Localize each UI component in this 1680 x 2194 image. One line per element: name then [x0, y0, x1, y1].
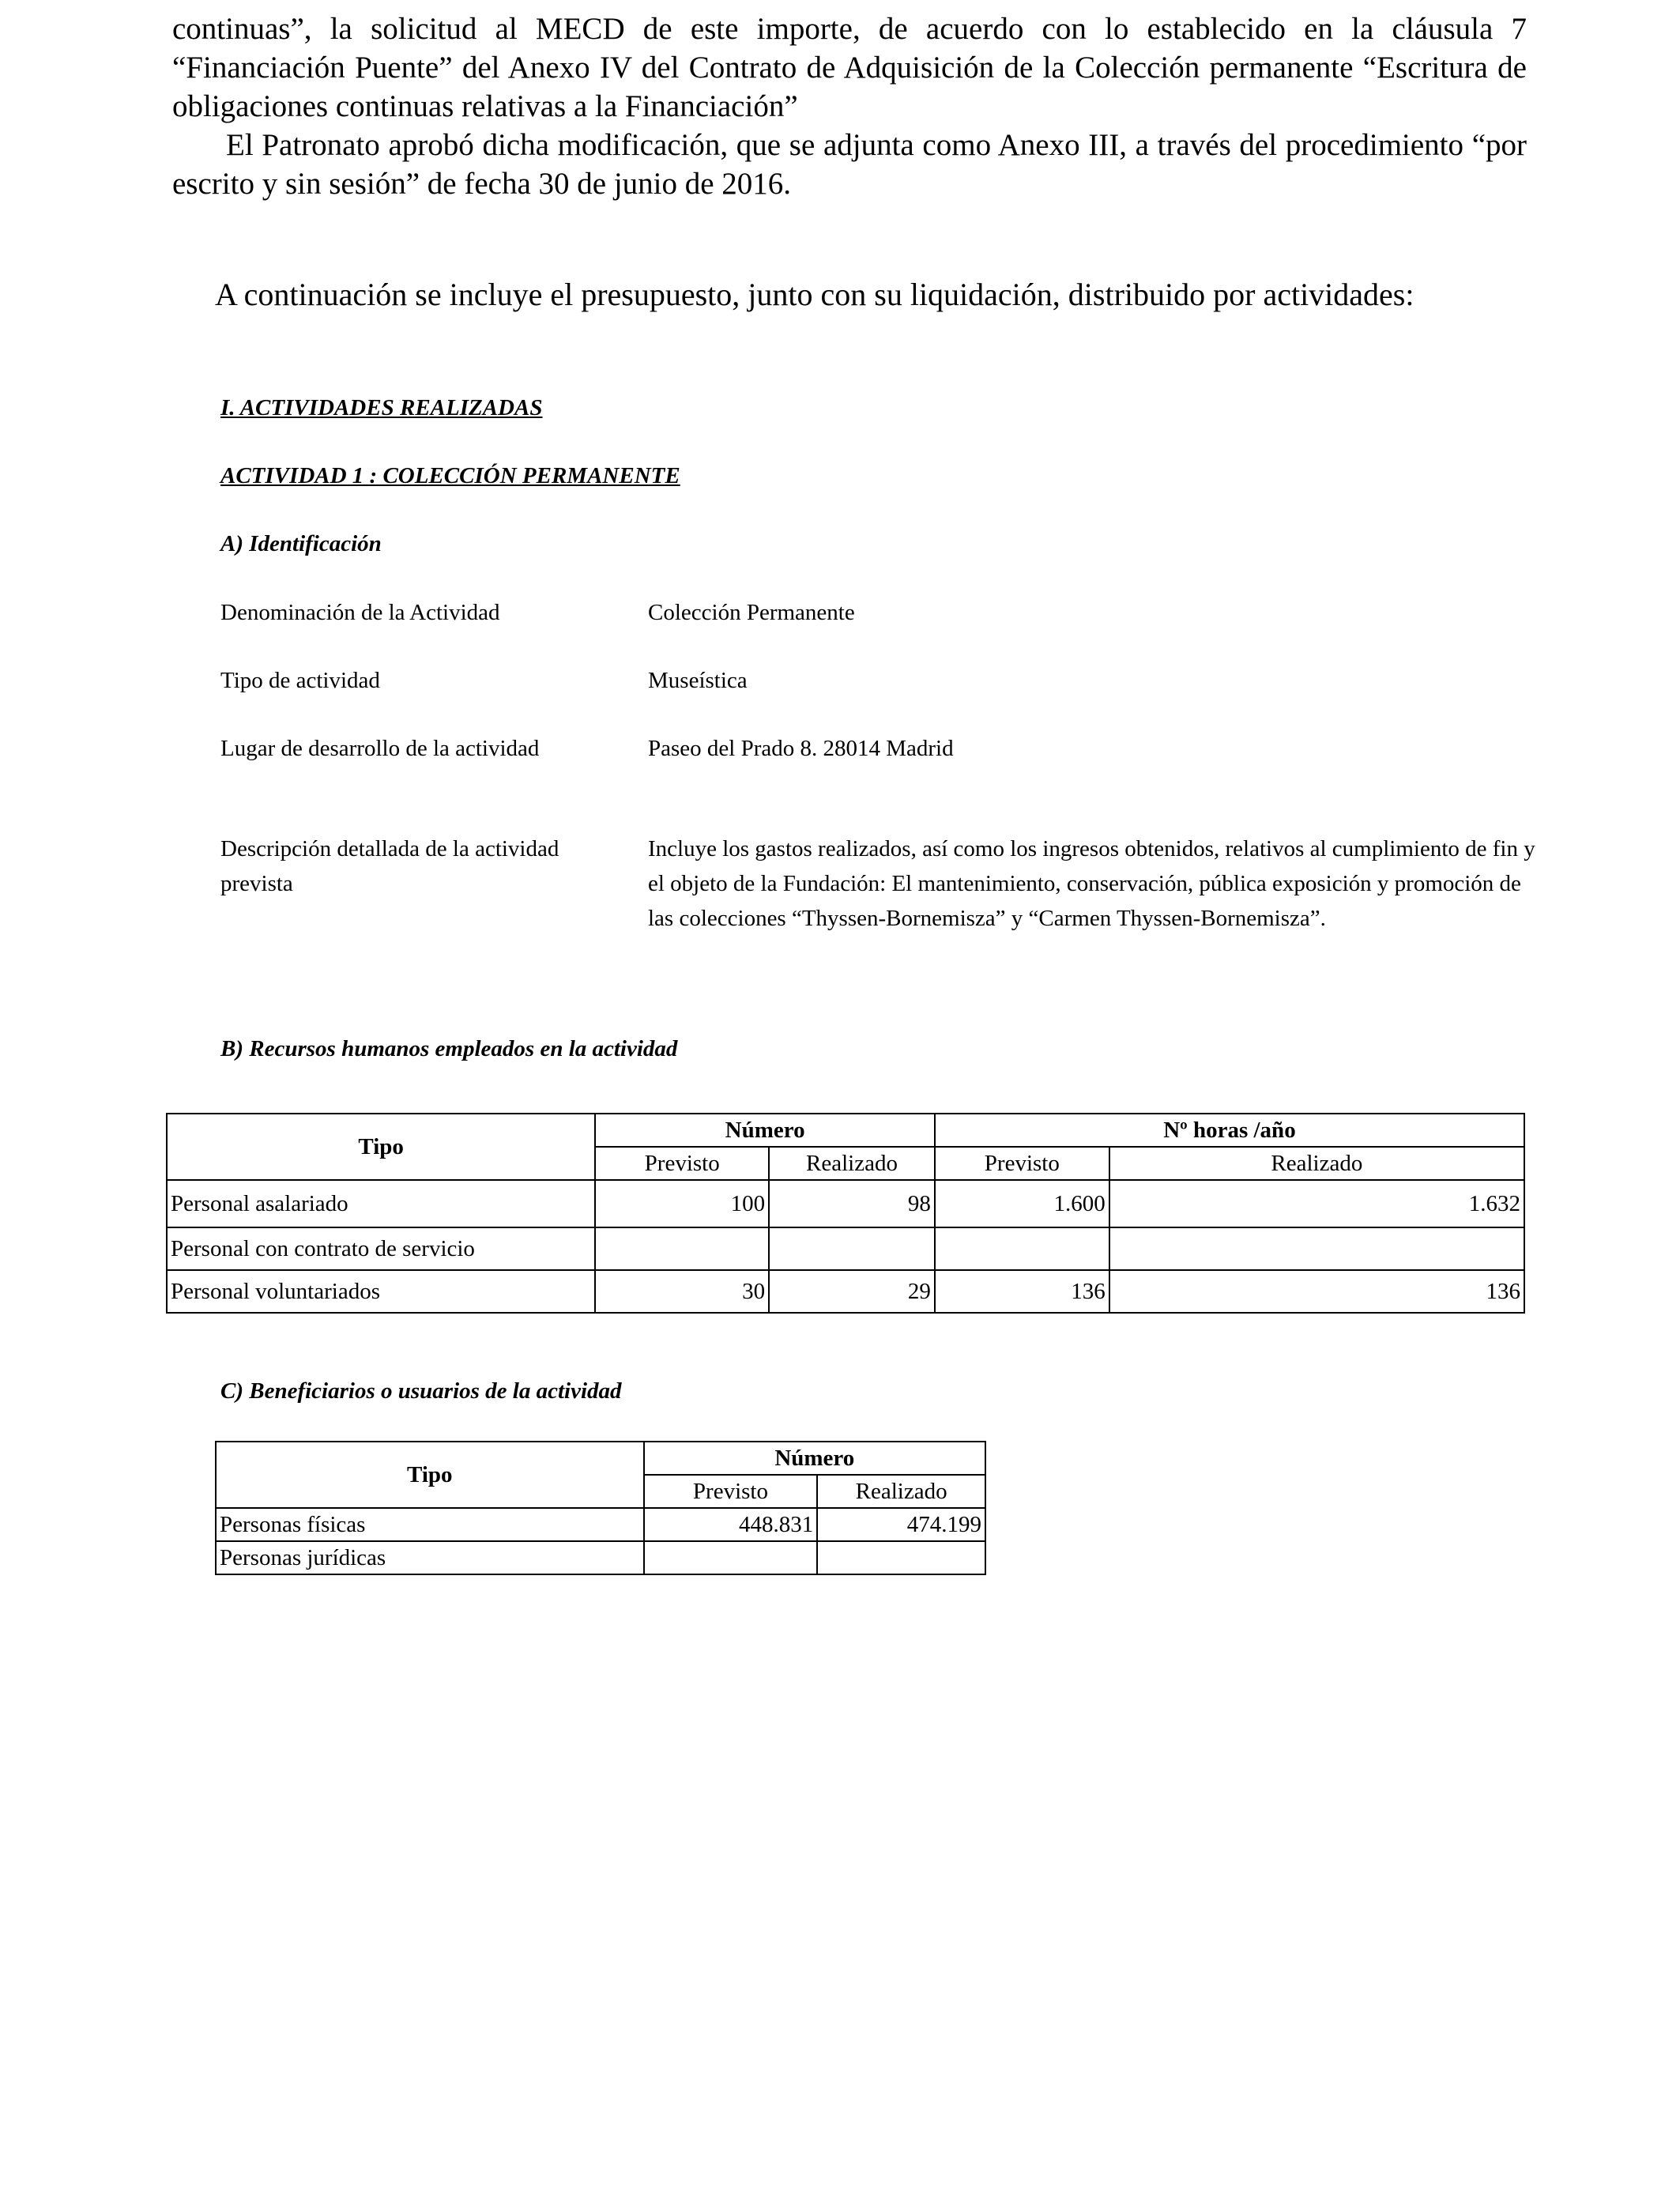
hr-cell-h-real: 136	[1109, 1270, 1524, 1313]
hr-header-row	[167, 1114, 1524, 1147]
hr-cell-tipo: Personal con contrato de servicio	[167, 1227, 595, 1270]
hr-cell-num-real: 98	[769, 1180, 935, 1227]
ben-cell-real	[817, 1541, 985, 1574]
ben-cell-prev: 448.831	[644, 1508, 818, 1541]
hr-col-tipo: Tipo	[167, 1114, 595, 1180]
hr-col-numero: Número	[595, 1114, 935, 1147]
id-label-descripcion: Descripción detallada de la actividad prevista	[220, 836, 559, 896]
beneficiaries-heading: C) Beneficiarios o usuarios de la actividad	[220, 1378, 622, 1404]
id-label-denominacion: Denominación de la Actividad	[220, 600, 500, 625]
hr-cell-num-prev: 100	[595, 1180, 769, 1227]
intro-text: A continuación se incluye el presupuesto, junto con su liquidación, distribuido por actividades:	[215, 277, 1414, 312]
paragraph-patronato: El Patronato aprobó dicha modificación, que se adjunta como Anexo III, a través del procedimiento “por escrito y sin sesión” de fecha 30 de junio de 2016.	[172, 128, 1527, 201]
table-row	[167, 1270, 1524, 1313]
ben-header-row	[216, 1442, 985, 1475]
hr-cell-num-real: 29	[769, 1270, 935, 1313]
ben-cell-tipo: Personas físicas	[216, 1508, 644, 1541]
id-value-tipo: Museística	[648, 668, 748, 693]
table-row	[216, 1508, 985, 1541]
identification-heading: A) Identificación	[220, 531, 382, 556]
paragraph-financiacion: continuas”, la solicitud al MECD de este importe, de acuerdo con lo establecido en la cláusula 7 “Financiación Puente” del Anexo IV del Contrato de Adquisición de la Colección permanente “Escritura de obligaciones continuas relativas a la Financiación”	[172, 12, 1527, 123]
hr-cell-h-real: 1.632	[1109, 1180, 1524, 1227]
hr-table	[166, 1113, 1525, 1314]
hr-heading: B) Recursos humanos empleados en la actividad	[220, 1036, 678, 1061]
hr-sub-horas-realizado: Realizado	[1109, 1147, 1524, 1180]
ben-cell-prev	[644, 1541, 818, 1574]
hr-cell-h-prev: 136	[935, 1270, 1109, 1313]
hr-cell-h-prev	[935, 1227, 1109, 1270]
section-title: I. ACTIVIDADES REALIZADAS	[220, 395, 543, 420]
ben-cell-tipo: Personas jurídicas	[216, 1541, 644, 1574]
table-row	[216, 1541, 985, 1574]
ben-sub-realizado: Realizado	[817, 1475, 985, 1508]
hr-cell-h-prev: 1.600	[935, 1180, 1109, 1227]
activity-title: ACTIVIDAD 1 : COLECCIÓN PERMANENTE	[220, 463, 680, 488]
hr-sub-num-realizado: Realizado	[769, 1147, 935, 1180]
id-label-tipo: Tipo de actividad	[220, 668, 380, 693]
hr-cell-tipo: Personal asalariado	[167, 1180, 595, 1227]
hr-cell-num-prev: 30	[595, 1270, 769, 1313]
id-value-descripcion: Incluye los gastos realizados, así como los ingresos obtenidos, relativos al cumplimiento de fin y el objeto de la Fundación: El mantenimiento, conservación, pública exposición y promoción de las colecciones “Thyssen-Bornemisza” y “Carmen Thyssen-Bornemisza”.	[648, 836, 1535, 931]
id-value-denominacion: Colección Permanente	[648, 600, 855, 625]
id-value-lugar: Paseo del Prado 8. 28014 Madrid	[648, 736, 954, 761]
ben-cell-real: 474.199	[817, 1508, 985, 1541]
ben-col-tipo: Tipo	[216, 1442, 644, 1508]
id-label-lugar: Lugar de desarrollo de la actividad	[220, 736, 540, 761]
ben-col-numero: Número	[644, 1442, 985, 1475]
table-row	[167, 1180, 1524, 1227]
hr-cell-num-real	[769, 1227, 935, 1270]
hr-cell-num-prev	[595, 1227, 769, 1270]
hr-sub-num-previsto: Previsto	[595, 1147, 769, 1180]
hr-sub-horas-previsto: Previsto	[935, 1147, 1109, 1180]
beneficiaries-table	[215, 1441, 986, 1575]
ben-sub-previsto: Previsto	[644, 1475, 818, 1508]
hr-col-horas: Nº horas /año	[935, 1114, 1524, 1147]
hr-cell-tipo: Personal voluntariados	[167, 1270, 595, 1313]
hr-cell-h-real	[1109, 1227, 1524, 1270]
table-row	[167, 1227, 1524, 1270]
